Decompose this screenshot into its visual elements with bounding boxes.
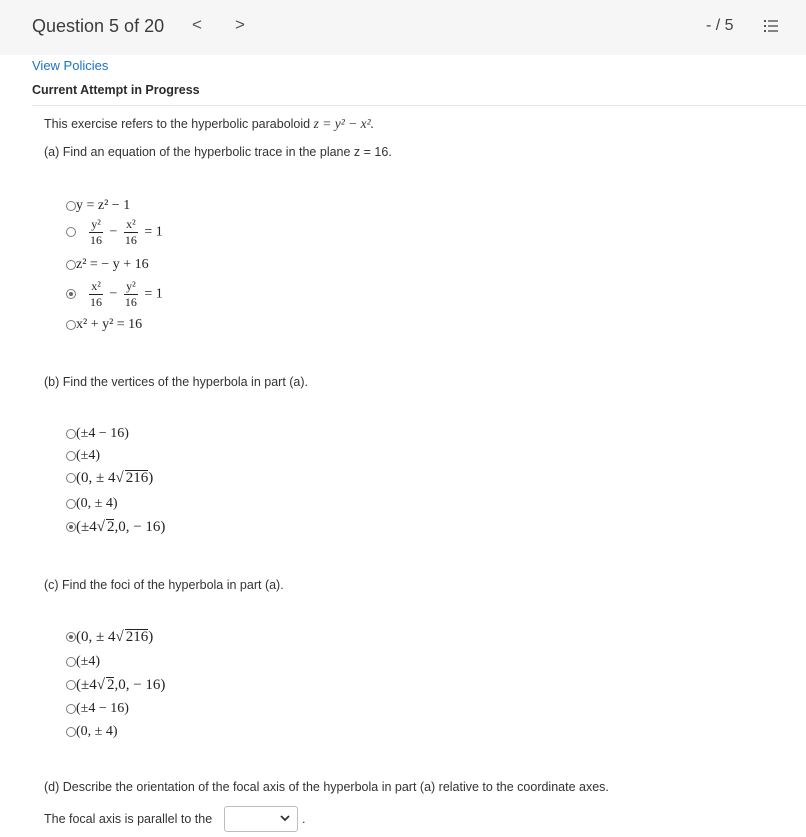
radio-button[interactable] [66, 451, 76, 461]
part-c-option-4[interactable] [66, 701, 129, 716]
option-formula: (0, ± 4) [76, 724, 118, 739]
option-formula: (±4 − 16) [76, 701, 129, 716]
focal-axis-prompt: The focal axis is parallel to the [44, 812, 213, 826]
attempt-status: Current Attempt in Progress [32, 83, 200, 97]
option-formula: (0, ± 4√ 216) [76, 629, 154, 645]
intro-equation: z = y² − x². [313, 116, 375, 131]
question-list-icon[interactable] [763, 18, 779, 34]
divider [32, 105, 806, 106]
part-c-option-5[interactable] [66, 724, 118, 739]
part-b-option-5[interactable] [66, 519, 166, 535]
part-c-option-1[interactable] [66, 629, 154, 645]
part-c-prompt: (c) Find the foci of the hyperbola in part (a). [44, 578, 284, 592]
part-b-option-1[interactable] [66, 426, 129, 441]
option-formula: x² + y² = 16 [76, 317, 143, 332]
part-a-option-4[interactable] [66, 280, 163, 308]
part-d-prompt: (d) Describe the orientation of the focal axis of the hyperbola in part (a) relative to the coordinate axes. [44, 780, 609, 794]
part-b-option-2[interactable] [66, 448, 101, 463]
option-formula: z² = − y + 16 [76, 257, 149, 272]
intro-text: This exercise refers to the hyperbolic paraboloid [44, 117, 311, 131]
part-a-option-5[interactable] [66, 317, 143, 332]
option-formula: (±4 − 16) [76, 426, 129, 441]
part-c-option-3[interactable] [66, 677, 166, 693]
part-b-option-4[interactable] [66, 496, 118, 511]
part-b-option-3[interactable] [66, 470, 154, 486]
option-formula: (0, ± 4) [76, 496, 118, 511]
option-formula: y = z² − 1 [76, 198, 131, 213]
part-a-option-1[interactable] [66, 198, 131, 213]
radio-button[interactable] [66, 260, 76, 270]
part-a-prompt: (a) Find an equation of the hyperbolic trace in the plane z = 16. [44, 145, 392, 159]
focal-axis-select[interactable] [224, 806, 298, 832]
radio-button[interactable] [66, 680, 76, 690]
radio-button[interactable] [66, 201, 76, 211]
question-header [0, 0, 806, 55]
radio-button[interactable] [66, 499, 76, 509]
score-display: - / 5 [706, 17, 734, 34]
radio-button[interactable] [66, 473, 76, 483]
sentence-period: . [302, 812, 306, 826]
part-c-option-2[interactable] [66, 654, 101, 669]
next-question-button[interactable]: > [235, 15, 245, 34]
radio-button-selected[interactable] [66, 632, 76, 642]
option-formula: (±4) [76, 654, 101, 669]
part-b-prompt: (b) Find the vertices of the hyperbola in part (a). [44, 375, 309, 389]
radio-button-selected[interactable] [66, 289, 76, 299]
previous-question-button[interactable]: < [192, 15, 202, 34]
chevron-down-icon [280, 815, 290, 822]
option-formula: $\frac{\text{y²}}{16}$ − $\frac{\text{x²}}{16}$ = 1 [90, 217, 163, 247]
question-counter: Question 5 of 20 [32, 16, 165, 36]
radio-button-selected[interactable] [66, 522, 76, 532]
radio-button[interactable] [66, 227, 76, 237]
radio-button[interactable] [66, 704, 76, 714]
exercise-intro [44, 116, 374, 132]
radio-button[interactable] [66, 320, 76, 330]
radio-button[interactable] [66, 429, 76, 439]
view-policies-link[interactable]: View Policies [32, 58, 109, 73]
option-formula: (±4) [76, 448, 101, 463]
option-formula: (0, ± 4√ 216) [76, 470, 154, 486]
radio-button[interactable] [66, 727, 76, 737]
radio-button[interactable] [66, 657, 76, 667]
part-a-option-3[interactable] [66, 257, 149, 272]
option-formula: (±4√ 2,0, − 16) [76, 677, 166, 693]
option-formula: (±4√ 2,0, − 16) [76, 519, 166, 535]
option-formula: $\frac{\text{x²}}{16}$ − $\frac{\text{y²}}{16}$ = 1 [90, 279, 163, 309]
part-a-option-2[interactable] [66, 218, 163, 246]
